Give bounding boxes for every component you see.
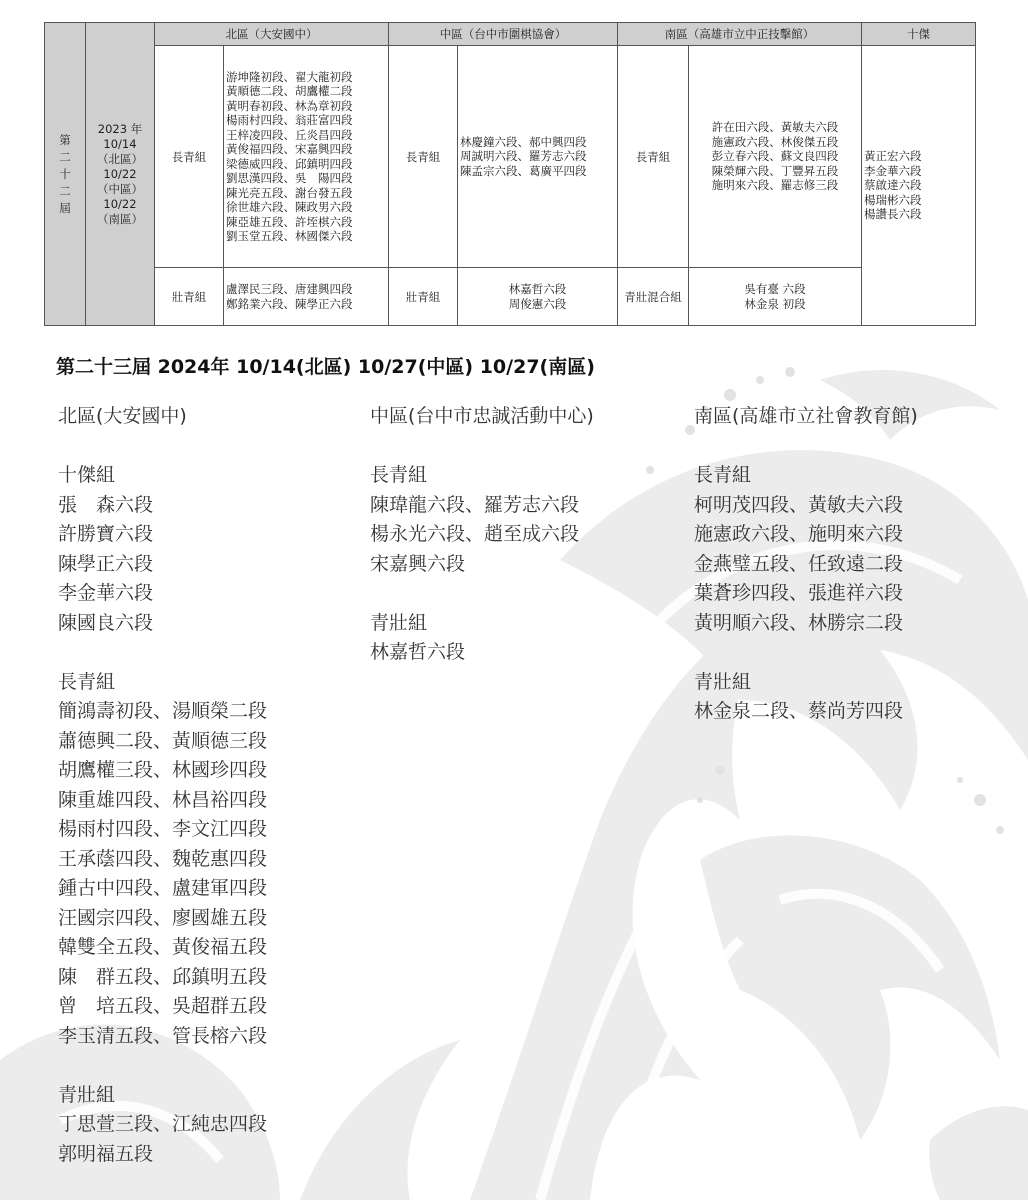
name-line: 陳孟宗六段、葛廣平四段 — [460, 163, 587, 178]
name-line: 陳光亮五段、謝台發五段 — [226, 185, 353, 200]
south-senior-names — [689, 46, 862, 268]
name-line: 劉思漢四段、吳 陽四段 — [226, 171, 353, 185]
name-line: 宋嘉興六段 — [370, 552, 466, 575]
name-line: 陳瑋龍六段、羅芳志六段 — [370, 493, 580, 516]
name-line: 游坤隆初段、翟大龍初段 — [226, 69, 353, 84]
north-senior-label: 長青組 — [155, 46, 224, 268]
south-youth-names — [689, 268, 862, 326]
name-line: 丁思萱三段、江純忠四段 — [58, 1113, 268, 1135]
south-youth-label: 青壯混合組 — [618, 268, 689, 326]
central-senior-names — [458, 46, 618, 268]
south-header: 南區（高雄市立中正技擊館） — [618, 23, 862, 46]
senior-group-title: 長青組 — [694, 464, 752, 486]
name-line: 陳亞雄五段、許垤棋六段 — [226, 214, 353, 229]
date-cell — [86, 23, 155, 326]
senior-group-title: 長青組 — [58, 670, 116, 693]
name-line: 王承蔭四段、魏乾惠四段 — [58, 847, 268, 870]
name-line: 楊永光六段、趙至成六段 — [370, 523, 580, 545]
name-line: 簡鴻壽初段、湯順榮二段 — [58, 700, 268, 722]
central-youth-names — [458, 268, 618, 326]
name-line: 金燕璧五段、任致遠二段 — [694, 552, 904, 575]
north-youth-label: 壯青組 — [155, 268, 224, 326]
ten-group-title: 十傑組 — [58, 464, 116, 486]
name-line: 蔡啟達六段 — [864, 178, 922, 193]
name-line: 汪國宗四段、廖國雄五段 — [58, 906, 268, 929]
central-column — [370, 402, 594, 668]
name-line: 許在田六段、黃敏夫六段 — [711, 120, 839, 135]
north-youth-names — [224, 268, 389, 326]
name-line: 盧澤民三段、唐建興四段 — [226, 282, 353, 296]
name-line: 劉玉堂五段、林國傑六段 — [226, 229, 353, 243]
name-line: 黃正宏六段 — [864, 149, 922, 164]
name-line: 梁德威四段、邱鎮明四段 — [226, 156, 353, 171]
youth-group-title: 青壯組 — [370, 611, 428, 634]
name-line: 鍾古中四段、盧建軍四段 — [58, 877, 268, 899]
date-line: （中區） — [97, 181, 143, 196]
name-line: 黃明春初段、林為章初段 — [226, 98, 353, 113]
name-line: 黃明順六段、林勝宗二段 — [694, 611, 904, 634]
date-line: （南區） — [97, 211, 143, 226]
name-line: 鄭銘業六段、陳學正六段 — [226, 296, 353, 311]
central-title: 中區(台中市忠誠活動中心) — [370, 405, 594, 427]
name-line: 林慶鐘六段、郝中興四段 — [460, 134, 587, 149]
date-line: 10/14 — [103, 136, 137, 151]
name-line: 徐世雄六段、陳政男六段 — [226, 200, 353, 214]
name-line: 陳榮輝六段、丁豐昇五段 — [711, 163, 839, 178]
session-22-table — [44, 22, 976, 326]
central-youth-label: 壯青組 — [389, 268, 458, 326]
name-line: 楊瑞彬六段 — [864, 192, 922, 207]
name-line: 吳有臺 六段 — [744, 282, 806, 296]
name-line: 陳重雄四段、林昌裕四段 — [58, 788, 268, 811]
name-line: 蕭德興二段、黃順德三段 — [58, 729, 268, 752]
name-line: 胡鷹權三段、林國珍四段 — [58, 759, 268, 781]
name-line: 楊雨村四段、翁莊富四段 — [226, 113, 353, 127]
name-line: 黃順德二段、胡鷹權二段 — [226, 84, 353, 98]
central-header: 中區（台中市圍棋協會） — [389, 23, 618, 46]
name-line: 曾 培五段、吳超群五段 — [58, 995, 268, 1017]
name-line: 彭立春六段、蘇文良四段 — [711, 149, 839, 164]
date-line: 10/22 — [103, 196, 137, 211]
name-line: 陳國良六段 — [58, 611, 154, 634]
date-line: 2023 年 — [97, 121, 143, 136]
south-senior-label: 長青組 — [618, 46, 689, 268]
name-line: 林金泉 初段 — [744, 296, 806, 311]
name-line: 林嘉哲六段 — [370, 641, 466, 663]
name-line: 黃俊福四段、宋嘉興四段 — [226, 142, 353, 156]
name-line: 張 森六段 — [58, 493, 154, 516]
youth-group-title: 青壯組 — [694, 670, 752, 693]
name-line: 周俊憲六段 — [508, 296, 567, 311]
south-column — [694, 402, 918, 727]
name-line: 陳 群五段、邱鎮明五段 — [58, 965, 268, 988]
name-line: 李玉清五段、管長榕六段 — [58, 1024, 268, 1047]
date-line: 10/22 — [103, 166, 137, 181]
ten-header: 十傑 — [862, 23, 976, 46]
session-label-cell — [45, 23, 86, 326]
name-line: 葉蒼珍四段、張進祥六段 — [694, 582, 904, 604]
name-line: 施憲政六段、林俊傑五段 — [711, 134, 839, 149]
ten-names — [862, 46, 976, 326]
name-line: 李金華六段 — [58, 582, 154, 604]
north-title: 北區(大安國中) — [58, 405, 187, 427]
youth-group-title: 青壯組 — [58, 1083, 116, 1106]
name-line: 楊雨村四段、李文江四段 — [58, 818, 268, 840]
session-23-heading: 第二十三屆 2024年 10/14(北區) 10/27(中區) 10/27(南區) — [56, 356, 595, 378]
name-line: 施憲政六段、施明來六段 — [694, 523, 904, 545]
date-line: （北區） — [97, 151, 143, 166]
name-line: 林嘉哲六段 — [508, 282, 567, 296]
name-line: 陳學正六段 — [58, 552, 154, 575]
name-line: 楊讚長六段 — [864, 207, 922, 222]
name-line: 李金華六段 — [864, 163, 922, 178]
north-header: 北區（大安國中） — [155, 23, 389, 46]
south-title: 南區(高雄市立社會教育館) — [694, 405, 918, 427]
north-column — [58, 402, 267, 1169]
name-line: 周誠明六段、羅芳志六段 — [460, 149, 587, 164]
name-line: 郭明福五段 — [58, 1142, 154, 1165]
name-line: 柯明茂四段、黃敏夫六段 — [694, 493, 904, 516]
senior-group-title: 長青組 — [370, 464, 428, 486]
session-label: 第 二 十 二 屆 — [59, 132, 71, 215]
name-line: 許勝寶六段 — [58, 523, 154, 545]
name-line: 施明來六段、羅志修三段 — [711, 178, 839, 193]
name-line: 林金泉二段、蔡尚芳四段 — [694, 700, 904, 722]
name-line: 韓雙全五段、黃俊福五段 — [58, 936, 268, 958]
name-line: 王梓凌四段、丘炎昌四段 — [226, 127, 353, 142]
north-senior-names — [224, 46, 389, 268]
central-senior-label: 長青組 — [389, 46, 458, 268]
